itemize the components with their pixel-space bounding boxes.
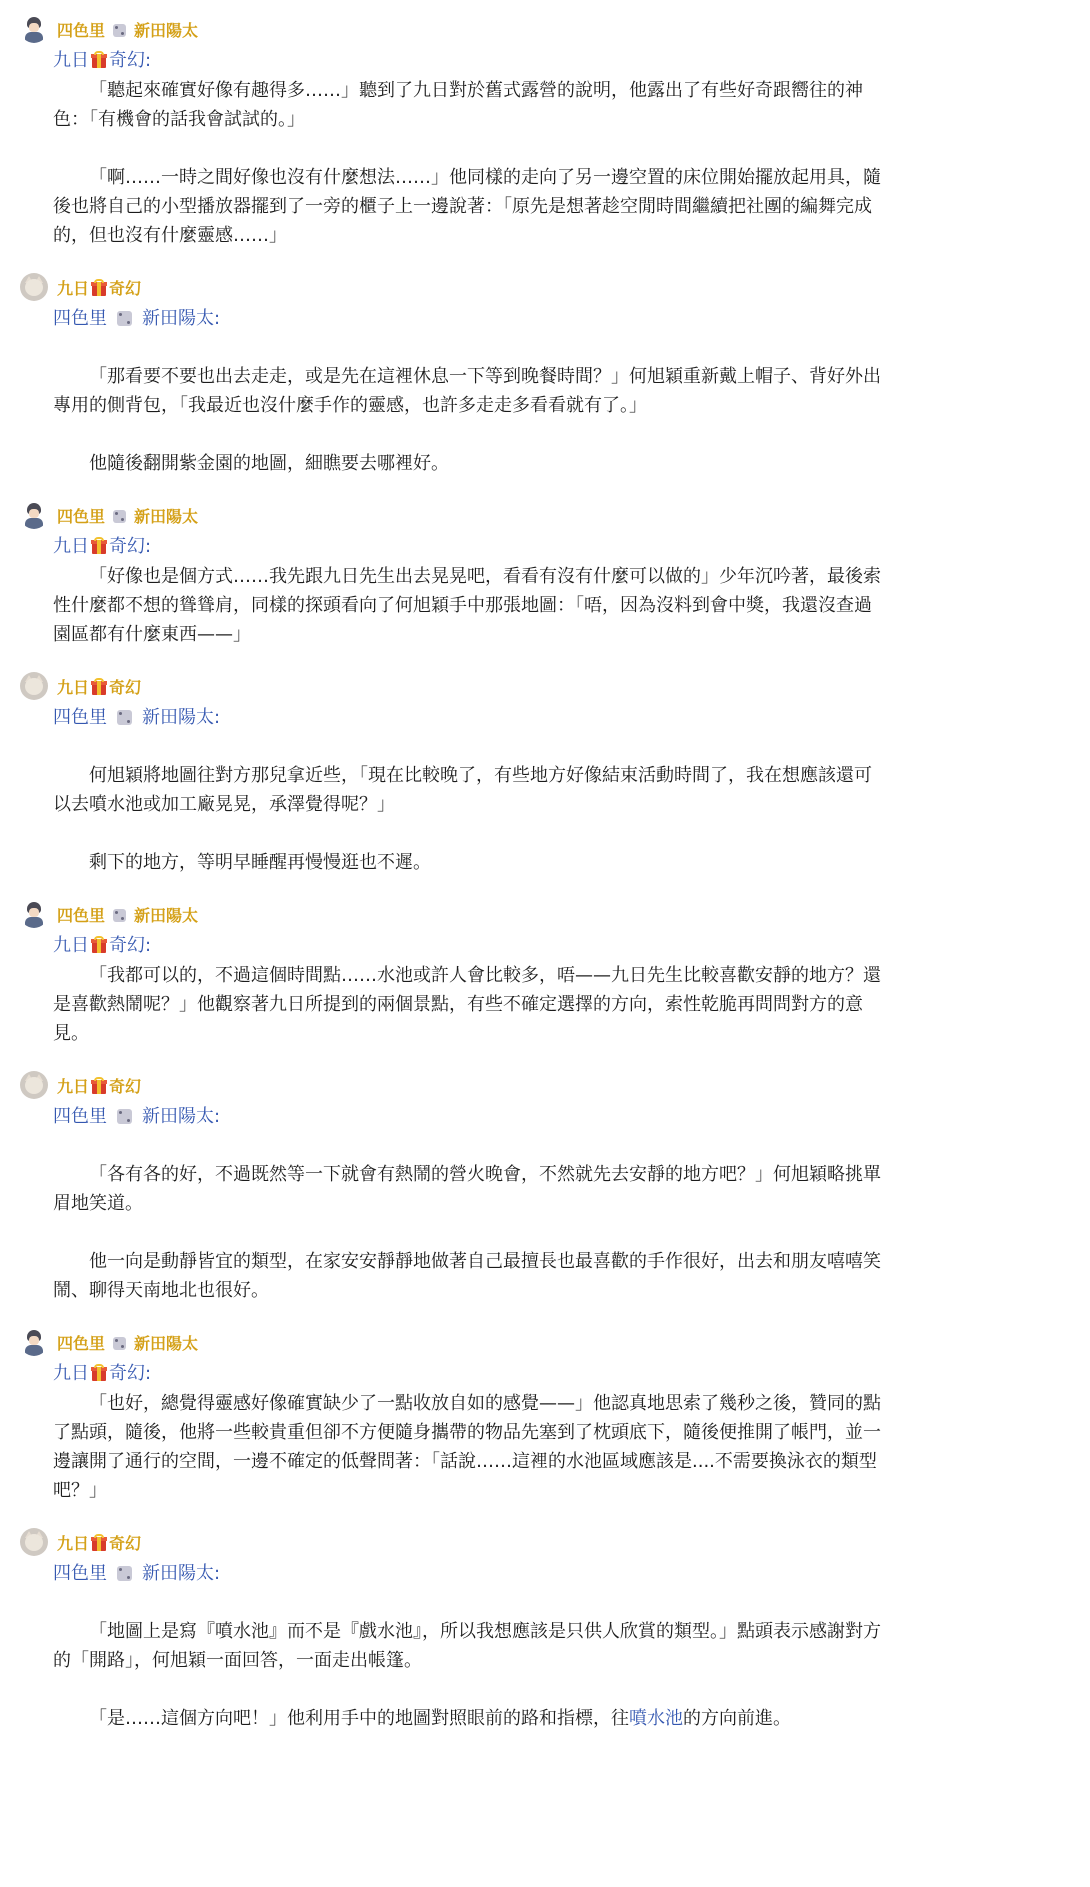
reply-to-second-name: 奇幻: (109, 536, 152, 557)
author-name[interactable] (57, 903, 198, 926)
dice-icon (113, 909, 126, 922)
post (0, 1068, 1090, 1305)
avatar[interactable] (20, 15, 48, 43)
post-header (20, 12, 1090, 46)
post-header (20, 1068, 1090, 1102)
post-header (20, 669, 1090, 703)
author-second-name: 奇幻 (109, 1533, 142, 1553)
paragraph: 「好像也是個方式……我先跟九日先生出去晃晃吧，看看有沒有什麼可以做的」少年沉吟著，最後索性什麼都不想的聳聳肩，同樣的探頭看向了何旭穎手中那張地圖：「唔，因為沒料到會中獎，我還沒查過園區都有什麼東西——」 (53, 566, 881, 645)
author-name[interactable] (57, 276, 141, 299)
reply-to (20, 1559, 1090, 1589)
post-header (20, 1325, 1090, 1359)
reply-to (20, 46, 1090, 76)
reply-to-second-name: 新田陽太: (142, 1106, 221, 1127)
avatar[interactable] (20, 672, 48, 700)
author-second-name: 新田陽太 (134, 905, 199, 925)
post-header (20, 270, 1090, 304)
gift-icon (91, 51, 107, 68)
reply-to-first-name: 九日 (53, 50, 89, 71)
post-body (20, 761, 885, 877)
reply-to-first-name: 九日 (53, 536, 89, 557)
avatar[interactable] (20, 273, 48, 301)
author-first-name: 九日 (57, 1533, 90, 1553)
author-name[interactable] (57, 18, 198, 41)
post (0, 1525, 1090, 1733)
gift-icon (91, 1077, 107, 1094)
avatar[interactable] (20, 1528, 48, 1556)
post-body (20, 562, 885, 649)
paragraph-text: 「是……這個方向吧！」他利用手中的地圖對照眼前的路和指標，往 (89, 1708, 629, 1729)
author-first-name: 四色里 (57, 506, 106, 526)
author-first-name: 四色里 (57, 905, 106, 925)
author-second-name: 奇幻 (109, 677, 142, 697)
gift-icon (91, 279, 107, 296)
post (0, 1325, 1090, 1505)
reply-to-second-name: 新田陽太: (142, 707, 221, 728)
reply-to-second-name: 奇幻: (109, 1363, 152, 1384)
dice-icon (113, 510, 126, 523)
reply-to (20, 1359, 1090, 1389)
reply-to (20, 1102, 1090, 1132)
post-header (20, 498, 1090, 532)
paragraph: 何旭穎將地圖往對方那兒拿近些，「現在比較晚了，有些地方好像結束活動時間了，我在想應該還可以去噴水池或加工廠晃晃，承澤覺得呢？」 (53, 765, 872, 815)
reply-to (20, 532, 1090, 562)
reply-to-second-name: 奇幻: (109, 935, 152, 956)
post (0, 669, 1090, 877)
dice-icon (117, 311, 132, 326)
dice-icon (113, 24, 126, 37)
paragraph-text: 的方向前進。 (683, 1708, 791, 1729)
dice-icon (117, 1566, 132, 1581)
author-name[interactable] (57, 675, 141, 698)
paragraph: 「啊……一時之間好像也沒有什麼想法……」他同樣的走向了另一邊空置的床位開始擺放起用具，隨後也將自己的小型播放器擺到了一旁的櫃子上一邊說著：「原先是想著趁空閒時間繼續把社團的編舞完成的，但也沒有什麼靈感……」 (53, 167, 881, 246)
paragraph: 「也好，總覺得靈感好像確實缺少了一點收放自如的感覺——」他認真地思索了幾秒之後，贊同的點了點頭，隨後，他將一些較貴重但卻不方便隨身攜帶的物品先塞到了枕頭底下，隨後便推開了帳門，並一邊讓開了通行的空間，一邊不確定的低聲問著：「話說……這裡的水池區域應該是....不需要換泳衣的類型吧？」 (53, 1393, 881, 1501)
post-body (20, 1389, 885, 1505)
paragraph: 「地圖上是寫『噴水池』而不是『戲水池』，所以我想應該是只供人欣賞的類型。」點頭表示感謝對方的「開路」，何旭穎一面回答，一面走出帳篷。 (53, 1621, 881, 1671)
author-first-name: 九日 (57, 1076, 90, 1096)
post-body (20, 1160, 885, 1305)
paragraph: 「各有各的好，不過既然等一下就會有熱鬧的營火晚會，不然就先去安靜的地方吧？」何旭穎略挑單眉地笑道。 (53, 1164, 881, 1214)
gift-icon (91, 1364, 107, 1381)
post (0, 270, 1090, 478)
reply-to-first-name: 九日 (53, 935, 89, 956)
author-first-name: 四色里 (57, 20, 106, 40)
fountain-link[interactable]: 噴水池 (629, 1708, 683, 1729)
paragraph: 他一向是動靜皆宜的類型，在家安安靜靜地做著自己最擅長也最喜歡的手作很好，出去和朋友嘻嘻笑鬧、聊得天南地北也很好。 (53, 1251, 881, 1301)
reply-to-first-name: 四色里 (53, 308, 107, 329)
post-body (20, 961, 885, 1048)
author-name[interactable] (57, 1331, 198, 1354)
author-second-name: 奇幻 (109, 278, 142, 298)
author-second-name: 新田陽太 (134, 20, 199, 40)
post (0, 498, 1090, 649)
gift-icon (91, 537, 107, 554)
author-first-name: 九日 (57, 278, 90, 298)
reply-to-second-name: 新田陽太: (142, 1563, 221, 1584)
author-name[interactable] (57, 1531, 141, 1554)
author-first-name: 九日 (57, 677, 90, 697)
post-body (20, 76, 885, 250)
reply-to-first-name: 四色里 (53, 707, 107, 728)
post-body (20, 1617, 885, 1733)
reply-to (20, 304, 1090, 334)
author-name[interactable] (57, 504, 198, 527)
paragraph (53, 1704, 885, 1733)
gift-icon (91, 936, 107, 953)
author-second-name: 新田陽太 (134, 1333, 199, 1353)
author-first-name: 四色里 (57, 1333, 106, 1353)
avatar[interactable] (20, 1071, 48, 1099)
post-body (20, 362, 885, 478)
paragraph: 「那看要不要也出去走走，或是先在這裡休息一下等到晚餐時間？」何旭穎重新戴上帽子、背好外出專用的側背包，「我最近也沒什麼手作的靈感，也許多走走多看看就有了。」 (53, 366, 881, 416)
avatar[interactable] (20, 501, 48, 529)
post (0, 897, 1090, 1048)
reply-to (20, 703, 1090, 733)
author-second-name: 新田陽太 (134, 506, 199, 526)
gift-icon (91, 678, 107, 695)
paragraph: 「聽起來確實好像有趣得多……」聽到了九日對於舊式露營的說明，他露出了有些好奇跟嚮往的神色：「有機會的話我會試試的。」 (53, 80, 863, 130)
gift-icon (91, 1534, 107, 1551)
reply-to-second-name: 奇幻: (109, 50, 152, 71)
paragraph: 他隨後翻開紫金園的地圖，細瞧要去哪裡好。 (89, 453, 449, 474)
dice-icon (113, 1337, 126, 1350)
reply-to-second-name: 新田陽太: (142, 308, 221, 329)
reply-to-first-name: 四色里 (53, 1106, 107, 1127)
author-second-name: 奇幻 (109, 1076, 142, 1096)
post-header (20, 1525, 1090, 1559)
reply-to (20, 931, 1090, 961)
paragraph: 剩下的地方，等明早睡醒再慢慢逛也不遲。 (89, 852, 431, 873)
paragraph: 「我都可以的，不過這個時間點……水池或許人會比較多，唔——九日先生比較喜歡安靜的地方？還是喜歡熱鬧呢？」他觀察著九日所提到的兩個景點，有些不確定選擇的方向，索性乾脆再問問對方的意見。 (53, 965, 881, 1044)
avatar[interactable] (20, 1328, 48, 1356)
author-name[interactable] (57, 1074, 141, 1097)
post (0, 12, 1090, 250)
avatar[interactable] (20, 900, 48, 928)
dice-icon (117, 710, 132, 725)
post-header (20, 897, 1090, 931)
reply-to-first-name: 九日 (53, 1363, 89, 1384)
dice-icon (117, 1109, 132, 1124)
reply-to-first-name: 四色里 (53, 1563, 107, 1584)
